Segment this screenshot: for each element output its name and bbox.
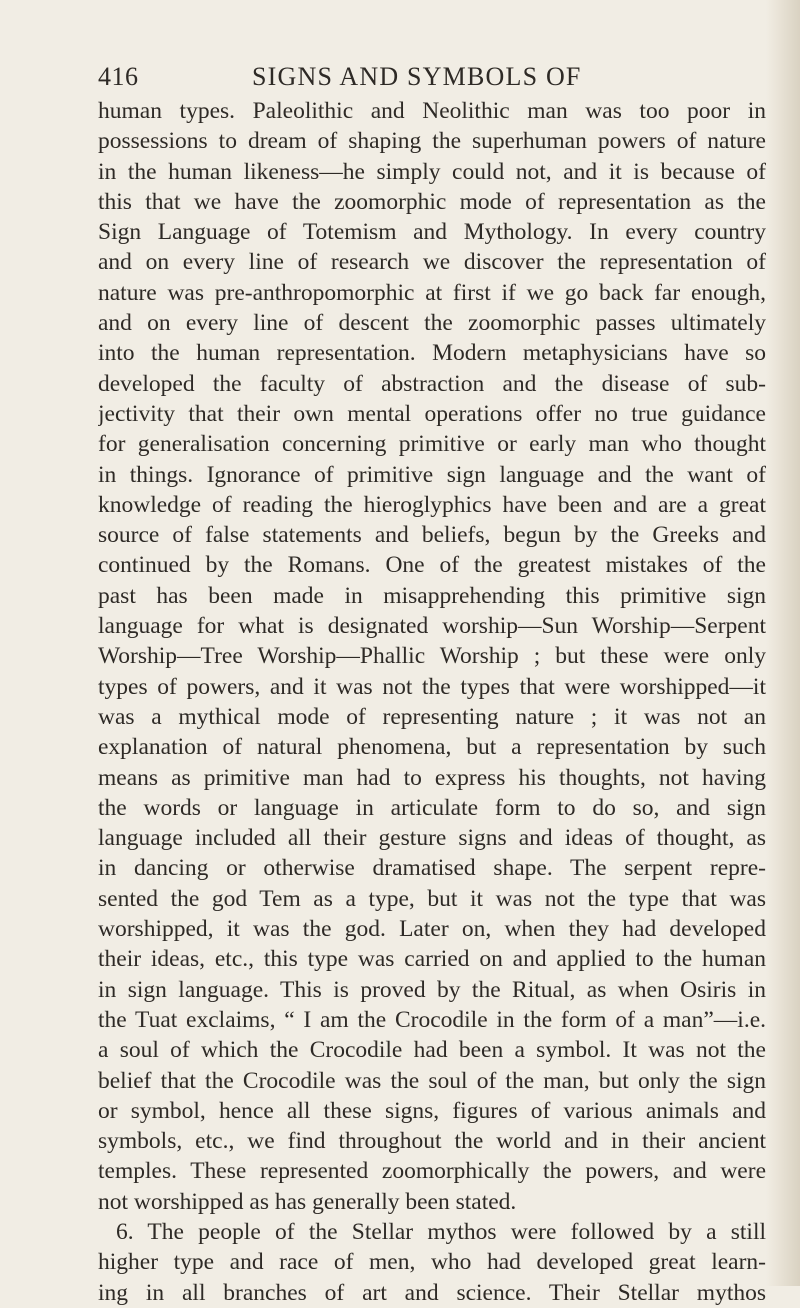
- text-line: was a mythical mode of representing nature ; it was not an: [98, 703, 766, 730]
- text-line: 6. The people of the Stellar mythos were followed by a still: [116, 1218, 766, 1245]
- text-line: source of false statements and beliefs, begun by the Greeks and: [98, 522, 766, 549]
- text-line: worshipped, it was the god. Later on, when they had developed: [98, 916, 766, 943]
- text-line: this that we have the zoomorphic mode of representation as the: [98, 188, 766, 215]
- text-line: temples. These represented zoomorphically the powers, and were: [98, 1158, 766, 1185]
- text-line: the words or language in articulate form to do so, and sign: [98, 794, 766, 821]
- text-line: sented the god Tem as a type, but it was not the type that was: [98, 885, 766, 912]
- text-line: not worshipped as has generally been stated.: [98, 1188, 517, 1215]
- text-line: and on every line of descent the zoomorphic passes ultimately: [98, 310, 766, 337]
- text-line: human types. Paleolithic and Neolithic man was too poor in: [98, 98, 766, 124]
- text-line: explanation of natural phenomena, but a representation by such: [98, 734, 766, 761]
- page-edge-shadow: [766, 0, 800, 1286]
- text-line: means as primitive man had to express his thoughts, not having: [98, 764, 766, 791]
- text-line: into the human representation. Modern metaphysicians have so: [98, 340, 766, 367]
- text-line: in sign language. This is proved by the Ritual, as when Osiris in: [98, 976, 766, 1003]
- text-line: the Tuat exclaims, “ I am the Crocodile in the form of a man”—i.e.: [98, 1006, 766, 1033]
- text-line: in things. Ignorance of primitive sign language and the want of: [98, 461, 766, 488]
- text-line: in the human likeness—he simply could not, and it is because of: [98, 158, 766, 185]
- text-line: language for what is designated worship—Sun Worship—Serpent: [98, 613, 766, 640]
- text-line: jectivity that their own mental operations offer no true guidance: [98, 400, 766, 427]
- text-line: Sign Language of Totemism and Mythology. In every country: [98, 219, 766, 246]
- text-line: Worship—Tree Worship—Phallic Worship ; but these were only: [98, 643, 766, 670]
- text-line: nature was pre-anthropomorphic at first if we go back far enough,: [98, 279, 766, 306]
- text-line: in dancing or otherwise dramatised shape. The serpent repre-: [98, 855, 766, 882]
- running-title: SIGNS AND SYMBOLS OF: [252, 62, 582, 91]
- text-line: their ideas, etc., this type was carried on and applied to the human: [98, 946, 766, 973]
- text-line: possessions to dream of shaping the superhuman powers of nature: [98, 128, 766, 155]
- text-line: continued by the Romans. One of the greatest mistakes of the: [98, 552, 766, 579]
- text-line: symbols, etc., we find throughout the world and in their ancient: [98, 1128, 766, 1155]
- text-line: developed the faculty of abstraction and the disease of sub-: [98, 370, 766, 397]
- body-text: [98, 96, 766, 1308]
- text-line: for generalisation concerning primitive or early man who thought: [98, 431, 766, 458]
- text-line: past has been made in misapprehending this primitive sign: [98, 582, 766, 609]
- text-line: types of powers, and it was not the types that were worshipped—it: [98, 673, 766, 700]
- text-line: language included all their gesture signs and ideas of thought, as: [98, 825, 766, 852]
- text-line: belief that the Crocodile was the soul of the man, but only the sign: [98, 1067, 766, 1094]
- page-number: 416: [98, 62, 139, 91]
- text-line: higher type and race of men, who had developed great learn-: [98, 1249, 766, 1276]
- text-line: a soul of which the Crocodile had been a symbol. It was not the: [98, 1037, 766, 1064]
- text-line: ing in all branches of art and science. Their Stellar mythos: [98, 1279, 766, 1306]
- text-line: or symbol, hence all these signs, figures of various animals and: [98, 1097, 766, 1124]
- text-line: and on every line of research we discover the representation of: [98, 249, 766, 276]
- text-line: knowledge of reading the hieroglyphics have been and are a great: [98, 491, 766, 518]
